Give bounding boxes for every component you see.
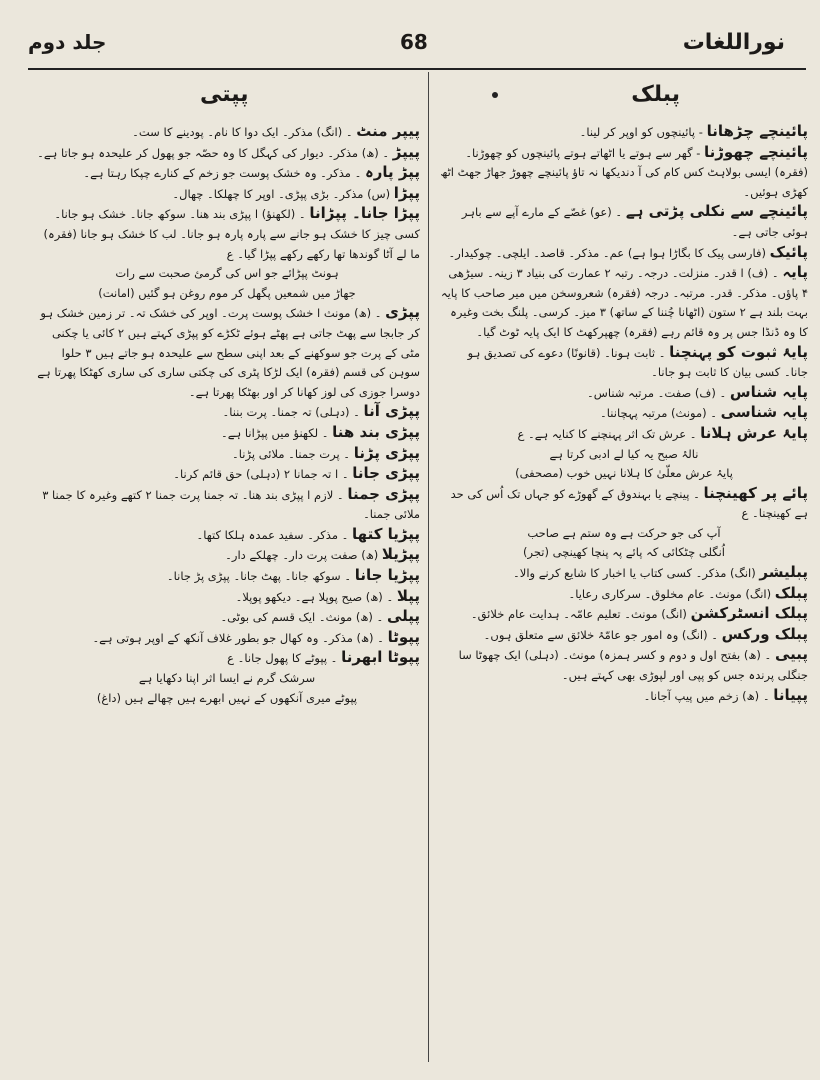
headword: پیپر منٹ [356,122,420,140]
headword: پپڑا [393,183,420,202]
headword: پایہ [782,263,808,282]
dictionary-entry [34,423,420,444]
definition: - پائینچوں کو اوپر کر لینا۔ [579,125,707,139]
dictionary-entry [34,485,420,525]
headword: پپوٹا ابھرنا [341,648,420,667]
headword: پائینچے چڑھانا [706,122,808,140]
header-rule [28,68,806,70]
dictionary-entry [34,163,420,184]
headword: پایۂ عرش ہلانا [700,423,808,442]
definition: ۔ لازم ا پپڑی بند ھنا۔ تہ جمنا پرت جمنا ۲ کتھے وغیرہ کا جمنا ۳ ملائی جمنا۔ [42,487,420,522]
definition: (ھ) صفت پرت دار۔ چھلکے دار۔ [225,548,382,563]
definition: - گھر سے ہوتے یا اٹھاتے ہوتے پائینچوں کو چھوڑنا۔ (فقرہ) ایسی بولاہٹ کس کام کی آ دندیکھا نہ تاؤ پائینچے چھوڑ جھاڑ جھٹ اٹھ کھڑی ہوئیں۔ [440,145,808,199]
dictionary-entry [34,628,420,649]
dictionary-entry [440,343,808,383]
definition: ۔ (عو) غصّے کے مارے آپے سے باہر ہوئی جاتی ہے۔ [461,205,808,239]
definition: ۔ (ھ) مونث ا خشک پوست پرت۔ اوپر کی خشک تہ۔ تر زمین خشک ہو کر جابجا سے پھٹ جاتی ہے پھٹے ہوئے ٹکڑے کو پپڑی کہتے ہیں ۲ کائی یا چکنی مٹی کے پرت جو سوکھنے کے بعد اپنی سطح سے علیحدہ ہو جاتے ہیں ۳ حلوا سوہن کی قسم (فقرہ) ایک لڑکا پٹری کی چکتی ساری کی ساری کھٹکا پھرتا ہے دوسرا جوزی کی لوز کھانا کر اور بھٹکا پھرتا ہے۔ [37,306,420,399]
definition: ۔ (ھ) زخم میں پیپ آجانا۔ [643,688,774,703]
dictionary-entry [34,402,420,423]
column-divider [428,72,429,1062]
headword: پپڑی جمنا [347,484,420,503]
headword: پپڑا جانا۔ پپڑانا [309,204,420,223]
definition: (س) مذکر۔ بڑی پپڑی۔ اوپر کا چھلکا۔ چھال۔ [172,186,394,201]
headword: پبلیشر [759,563,808,582]
dictionary-entry [440,604,808,625]
verse-line: پایۂ عرش معلّیٰ کا ہلانا نہیں خوب (مصحفی) [515,466,733,481]
definition: ۔ پپوٹے کا پھول جانا۔ ع [227,651,342,666]
headword: پائینچے چھوڑنا [704,142,808,161]
definition: ۔ ثابت ہونا۔ (قانونًا) دعوے کی تصدیق ہو جانا۔ کسی بیان کا ثابت ہو جانا۔ [467,345,808,380]
definition: ۔ سوکھ جانا۔ پھٹ جانا۔ پپڑی پڑ جانا۔ [166,569,355,584]
dictionary-entry [440,143,808,203]
left-column [34,122,420,708]
definition: ۔ لکھنؤ میں پپڑانا ہے۔ [221,425,333,440]
headword: پپوٹا [387,627,420,646]
definition: ۔ (ھ) صیح پوپلا ہے۔ دیکھو پوپلا۔ [235,589,397,604]
verse-line: پپوٹے میری آنکھوں کے نہیں ابھرے ہیں چھالے ہیں (داغ) [96,690,358,705]
dictionary-entry [440,484,808,524]
definition: ۔ (لکھنؤ) ا پپڑی بند ھنا۔ سوکھ جانا۔ خشک ہو جانا۔ کسی چیز کا خشک ہو جانے سے پارہ پارہ ہو جانا۔ لب کا خشک ہو جانا (فقرہ) ما لے آٹا گوندھا تھا رکھے رکھے پپڑا گیا۔ ع [43,207,420,261]
definition: ۔ پینچے یا بہندوق کے گھوڑے کو جہاں تک اُس کی حد ہے کھینچنا۔ ع [450,486,808,521]
definition: ۔ (ف) صفت۔ مرتبہ شناس۔ [587,385,730,400]
dictionary-entry [34,122,420,143]
headword: پپلا [396,586,420,605]
verse-line: جھاڑ میں شمعیں پگھل کر موم روغن ہو گئیں (امانت) [98,285,356,300]
verse-line: نالۂ صبح یہ کیا لے ادبی کرتا ہے [549,446,699,461]
dictionary-entry [440,584,808,605]
dictionary-entry [440,645,808,685]
headword: پپڑ پارہ [365,163,420,182]
headword: پایہ شناس [729,382,808,401]
dictionary-entry [34,545,420,566]
headword: پائیک [769,242,808,261]
page-header [0,0,820,66]
definition: ۔ عرش تک اثر پہنچنے کا کنایہ ہے۔ ع [517,426,701,441]
verse-line: ہونٹ پپڑائے جو اس کی گرمئ صحبت سے رات [115,266,339,281]
verse-line: سرشک گرم نے ایسا اثر اپنا دکھایا ہے [138,671,316,686]
dictionary-entry [440,243,808,264]
dictionary-entry [34,303,420,402]
headword: پپڑیا کتھا [352,524,420,543]
headword: پپڑی جانا [352,464,420,483]
dictionary-entry [34,184,420,205]
dictionary-entry [34,444,420,465]
headword: پائینچے سے نکلی پڑتی ہے [625,202,808,221]
volume-label: جلد دوم [28,30,107,54]
verse-line: آپ کی جو حرکت ہے وہ ستم ہے صاحب [527,525,721,540]
headword: پپڑی آنا [363,402,420,421]
headword: پبیی [774,645,808,664]
headword: پائے پر کھینچنا [703,483,808,502]
dictionary-entry [440,625,808,646]
headword: پپلی [386,607,420,626]
dictionary-entry [440,563,808,584]
dictionary-entry [34,464,420,485]
definition: ۔ (انگ) مذکر۔ ایک دوا کا نام۔ پودینے کا ست۔ [132,125,357,139]
dictionary-entry [440,263,808,342]
definition: (فارسی پیک کا بگاڑا ہوا ہے) عم۔ مذکر۔ قاصد۔ ایلچی۔ چوکیدار۔ [448,245,770,260]
headword: پپڑیا جانا [354,566,420,585]
guide-word-left: پپتی [200,82,249,107]
headword: پپیانا [773,685,808,704]
headword: پایہ شناسی [720,403,808,422]
definition: (انگ) مذکر۔ کسی کتاب یا اخبار کا شایع کرنے والا۔ [513,566,760,581]
dictionary-entry [34,143,420,164]
dictionary-entry [34,204,420,264]
headword: پیپڑ [392,142,420,161]
headword: پپڑی پڑنا [353,443,420,462]
definition: ۔ (ھ) مونث۔ ایک قسم کی بوٹی۔ [220,610,387,625]
dictionary-entry [440,383,808,404]
definition: ۔ (ف) ا قدر۔ منزلت۔ درجہ۔ رتبہ ۲ عمارت کی بنیاد ۳ زینہ۔ سیڑھی ۴ پاؤں۔ مذکر۔ قدر۔ مرتبہ۔ درجہ (فقرہ) شعروسخن میں میر صاحب کا پایہ بہت بلند ہے ۲ ستون (اٹھانا چُننا کے ساتھ) ۳ میز۔ کرسی۔ پلنگ بخت وغیرہ کا وہ ڈنڈا جس پر وہ قائم رہے (فقرہ) چھپرکھٹ کا ایک پایہ ٹوٹ گیا۔ [440,266,808,339]
headword: پایۂ ثبوت کو پہنچنا [669,342,808,361]
dictionary-entry [34,587,420,608]
headword: پبلک ورکس [721,624,808,643]
definition: ۔ ا تہ جمانا ۲ (دہلی) حق قائم کرنا۔ [173,467,353,482]
definition: (انگ) مونث۔ تعلیم عامّہ۔ ہدایت عام خلائق۔ [470,607,691,622]
dictionary-entry [440,403,808,424]
headword: پبلک [774,583,808,602]
headword: پپڑیلا [381,545,420,564]
dictionary-entry [440,122,808,143]
right-column [440,122,808,706]
headword: پبلک انسٹرکشن [690,604,808,623]
guide-word-right: پبلک [631,82,680,107]
definition: ۔ (ھ) مذکر۔ دیوار کی کہگل کا وہ حصّہ جو پھول کر علیحدہ ہو جاتا ہے۔ [37,145,393,160]
definition: ۔ (دہلی) تہ جمنا۔ پرت بننا۔ [222,405,364,420]
definition: ۔ (انگ) وہ امور جو عامّۂ خلائق سے متعلق ہوں۔ [483,627,722,642]
definition: ۔ (ھ) مذکر۔ وہ کھال جو بطور غلاف آنکھ کے اوپر ہوتی ہے۔ [92,630,388,645]
dictionary-entry [34,648,420,669]
definition: ۔ مذکر۔ وہ خشک پوست جو زخم کے کنارے چپکا رہتا ہے۔ [83,166,365,181]
dictionary-entry [440,686,808,707]
dictionary-entry [34,566,420,587]
definition: ۔ مذکر۔ سفید عمدہ ہلکا کتھا۔ [196,527,353,542]
dictionary-entry [34,607,420,628]
dictionary-entry [440,424,808,445]
dictionary-title: نوراللغات [682,30,785,55]
guide-dot [492,92,498,98]
definition: ۔ (ھ) بفتح اول و دوم و کسر ہمزہ) مونث۔ (دہلی) ایک چھوٹا سا جنگلی پرندہ جس کو پپی اور لپوڑی بھی کہتے ہیں۔ [458,648,808,683]
definition: ۔ پرت جمنا۔ ملائی پڑنا۔ [232,446,354,461]
dictionary-entry [440,202,808,242]
definition: ۔ (مونث) مرتبہ پہچاننا۔ [600,406,721,421]
definition: (انگ) مونث۔ عام مخلوق۔ سرکاری رعایا۔ [568,586,775,601]
headword: پپڑی بند ھنا [332,422,420,441]
verse-line: اُنگلی چٹکائی کہ پائے پہ پنچا کھینچی (تجر) [522,545,725,560]
headword: پپڑی [385,303,420,322]
dictionary-entry [34,525,420,546]
page-number: 68 [400,30,428,54]
